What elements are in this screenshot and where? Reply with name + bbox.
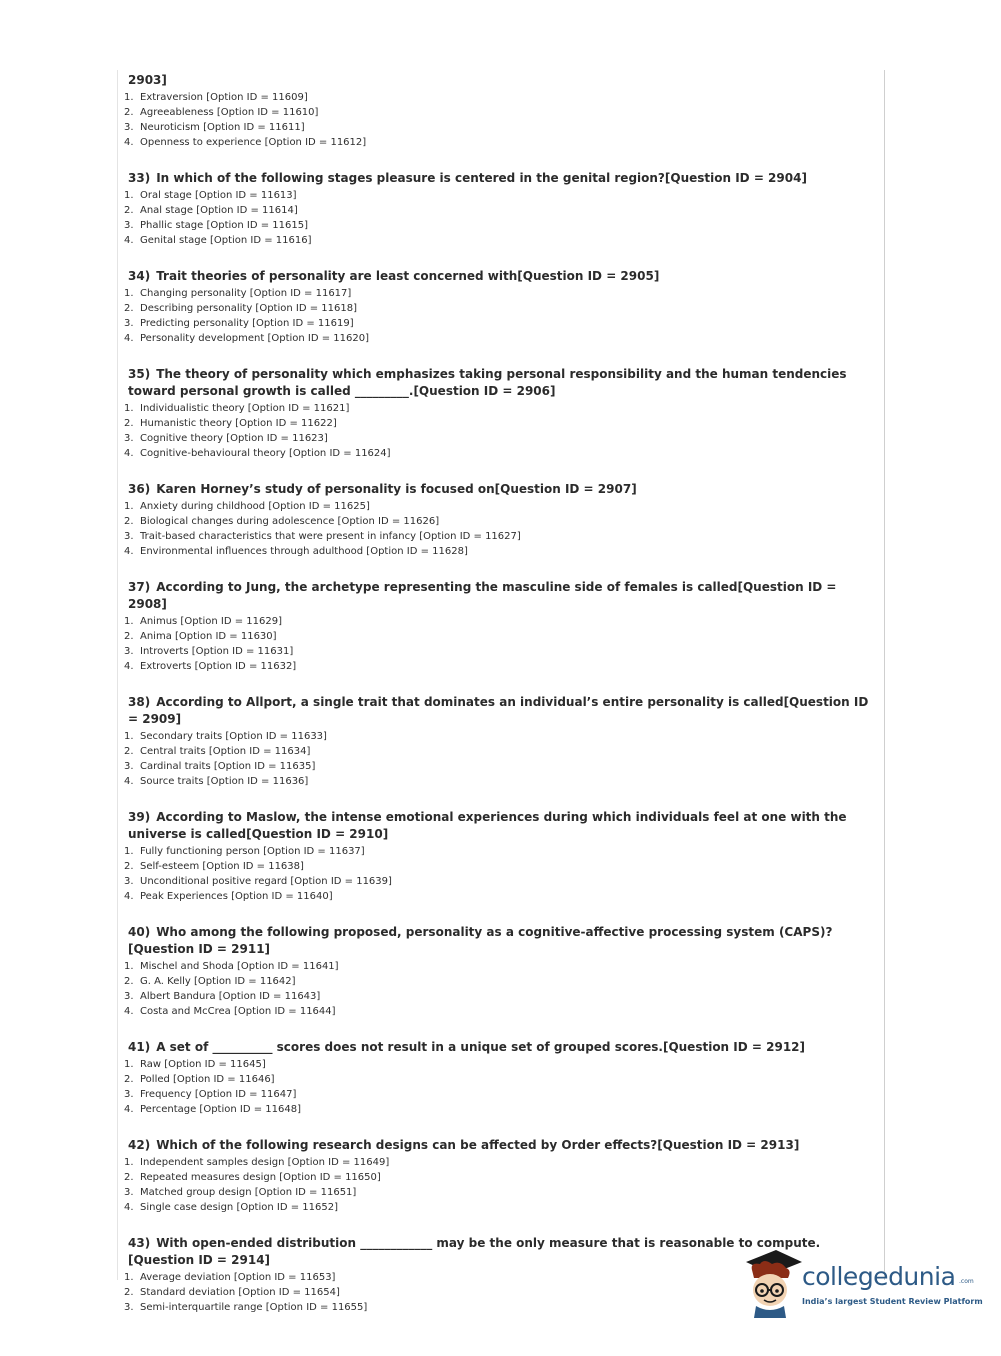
option-number: 4. xyxy=(124,546,134,557)
option-item xyxy=(124,729,872,744)
option-item xyxy=(124,1004,872,1019)
option-item xyxy=(124,889,872,904)
option-item xyxy=(124,859,872,874)
option-item xyxy=(124,416,872,431)
option-text: Costa and McCrea [Option ID = 11644] xyxy=(140,1006,336,1017)
option-item xyxy=(124,529,872,544)
question-stem: Who among the following proposed, personality as a cognitive-affective processing system (CAPS)?[Question ID = 2911] xyxy=(128,925,833,956)
option-item xyxy=(124,203,872,218)
mascot-icon xyxy=(742,1248,804,1320)
question-number: 33) xyxy=(128,171,151,185)
option-number: 1. xyxy=(124,403,134,414)
option-text: Animus [Option ID = 11629] xyxy=(140,616,282,627)
question-number: 38) xyxy=(128,695,151,709)
option-number: 1. xyxy=(124,1272,134,1283)
option-item xyxy=(124,989,872,1004)
option-number: 2. xyxy=(124,1287,134,1298)
option-item xyxy=(124,301,872,316)
question-text xyxy=(124,579,872,613)
option-number: 2. xyxy=(124,1074,134,1085)
question-block xyxy=(124,481,872,559)
option-item xyxy=(124,1155,872,1170)
option-text: Peak Experiences [Option ID = 11640] xyxy=(140,891,333,902)
logo-tagline: India’s largest Student Review Platform xyxy=(802,1297,983,1306)
option-item xyxy=(124,544,872,559)
option-text: Openness to experience [Option ID = 11612] xyxy=(140,137,367,148)
option-text: Personality development [Option ID = 11620] xyxy=(140,333,370,344)
option-text: Neuroticism [Option ID = 11611] xyxy=(140,122,305,133)
question-number: 37) xyxy=(128,580,151,594)
option-number: 1. xyxy=(124,961,134,972)
question-text xyxy=(124,1137,872,1154)
option-item xyxy=(124,874,872,889)
option-item xyxy=(124,774,872,789)
question-stem: A set of __________ scores does not result in a unique set of grouped scores.[Question ID = 2912] xyxy=(156,1040,805,1054)
option-item xyxy=(124,1057,872,1072)
option-number: 2. xyxy=(124,976,134,987)
question-text xyxy=(124,170,872,187)
option-text: Secondary traits [Option ID = 11633] xyxy=(140,731,327,742)
option-text: Changing personality [Option ID = 11617] xyxy=(140,288,352,299)
option-text: Raw [Option ID = 11645] xyxy=(140,1059,266,1070)
question-number: 40) xyxy=(128,925,151,939)
option-item xyxy=(124,744,872,759)
option-number: 2. xyxy=(124,418,134,429)
option-list xyxy=(124,844,872,904)
option-item xyxy=(124,120,872,135)
question-stem: Karen Horney’s study of personality is focused on[Question ID = 2907] xyxy=(156,482,637,496)
option-text: Describing personality [Option ID = 11618] xyxy=(140,303,357,314)
question-stem: Which of the following research designs can be affected by Order effects?[Question ID = 2913] xyxy=(156,1138,800,1152)
option-text: Extroverts [Option ID = 11632] xyxy=(140,661,297,672)
question-block xyxy=(124,366,872,461)
option-text: Average deviation [Option ID = 11653] xyxy=(140,1272,336,1283)
option-item xyxy=(124,959,872,974)
question-stem: According to Jung, the archetype representing the masculine side of females is called[Question ID = 2908] xyxy=(128,580,837,611)
option-text: Agreeableness [Option ID = 11610] xyxy=(140,107,319,118)
option-number: 4. xyxy=(124,235,134,246)
question-block xyxy=(124,72,872,150)
option-text: Single case design [Option ID = 11652] xyxy=(140,1202,338,1213)
option-number: 4. xyxy=(124,137,134,148)
logo-wordmark: collegedunia xyxy=(802,1262,956,1291)
option-text: Repeated measures design [Option ID = 11650] xyxy=(140,1172,381,1183)
question-block xyxy=(124,694,872,789)
question-number: 34) xyxy=(128,269,151,283)
option-number: 4. xyxy=(124,1202,134,1213)
option-item xyxy=(124,1072,872,1087)
option-item xyxy=(124,1102,872,1117)
left-margin-rule xyxy=(117,70,118,1280)
question-text xyxy=(124,694,872,728)
option-text: Anima [Option ID = 11630] xyxy=(140,631,277,642)
option-item xyxy=(124,644,872,659)
question-stem: The theory of personality which emphasizes taking personal responsibility and the human tendencies toward personal growth is called _________.[Question ID = 2906] xyxy=(128,367,847,398)
option-number: 2. xyxy=(124,516,134,527)
option-list xyxy=(124,729,872,789)
option-item xyxy=(124,233,872,248)
option-number: 4. xyxy=(124,776,134,787)
option-text: Fully functioning person [Option ID = 11637] xyxy=(140,846,365,857)
collegedunia-logo xyxy=(742,1248,983,1320)
option-text: Genital stage [Option ID = 11616] xyxy=(140,235,312,246)
question-stem: According to Allport, a single trait that dominates an individual’s entire personality is called[Question ID = 2909] xyxy=(128,695,869,726)
option-text: Biological changes during adolescence [Option ID = 11626] xyxy=(140,516,440,527)
option-text: Predicting personality [Option ID = 11619] xyxy=(140,318,354,329)
option-text: Individualistic theory [Option ID = 11621] xyxy=(140,403,350,414)
option-number: 3. xyxy=(124,531,134,542)
option-number: 1. xyxy=(124,731,134,742)
option-text: Semi-interquartile range [Option ID = 11655] xyxy=(140,1302,368,1313)
question-block xyxy=(124,924,872,1019)
option-number: 1. xyxy=(124,846,134,857)
option-text: Source traits [Option ID = 11636] xyxy=(140,776,309,787)
option-number: 4. xyxy=(124,1104,134,1115)
option-item xyxy=(124,614,872,629)
option-text: Anal stage [Option ID = 11614] xyxy=(140,205,298,216)
option-text: Independent samples design [Option ID = 11649] xyxy=(140,1157,390,1168)
option-item xyxy=(124,1170,872,1185)
option-number: 3. xyxy=(124,876,134,887)
option-number: 1. xyxy=(124,92,134,103)
option-item xyxy=(124,844,872,859)
option-list xyxy=(124,1155,872,1215)
option-item xyxy=(124,331,872,346)
option-text: Matched group design [Option ID = 11651] xyxy=(140,1187,357,1198)
option-item xyxy=(124,316,872,331)
option-text: Cardinal traits [Option ID = 11635] xyxy=(140,761,316,772)
option-text: Percentage [Option ID = 11648] xyxy=(140,1104,301,1115)
option-number: 3. xyxy=(124,761,134,772)
option-text: Cognitive-behavioural theory [Option ID = 11624] xyxy=(140,448,391,459)
option-item xyxy=(124,1200,872,1215)
option-text: Unconditional positive regard [Option ID = 11639] xyxy=(140,876,392,887)
option-item xyxy=(124,974,872,989)
question-number: 35) xyxy=(128,367,151,381)
option-number: 3. xyxy=(124,646,134,657)
option-text: Oral stage [Option ID = 11613] xyxy=(140,190,297,201)
question-number: 42) xyxy=(128,1138,151,1152)
option-text: Introverts [Option ID = 11631] xyxy=(140,646,294,657)
question-text xyxy=(124,481,872,498)
option-text: G. A. Kelly [Option ID = 11642] xyxy=(140,976,296,987)
question-text xyxy=(124,268,872,285)
option-item xyxy=(124,401,872,416)
option-number: 2. xyxy=(124,303,134,314)
option-text: Self-esteem [Option ID = 11638] xyxy=(140,861,304,872)
option-list xyxy=(124,499,872,559)
option-item xyxy=(124,499,872,514)
option-number: 3. xyxy=(124,220,134,231)
question-stem: With open-ended distribution ____________ may be the only measure that is reasonable to compute.[Question ID = 2914] xyxy=(128,1236,821,1267)
question-number: 39) xyxy=(128,810,151,824)
option-text: Extraversion [Option ID = 11609] xyxy=(140,92,308,103)
option-number: 2. xyxy=(124,746,134,757)
option-text: Phallic stage [Option ID = 11615] xyxy=(140,220,308,231)
option-number: 1. xyxy=(124,1059,134,1070)
question-stem: 2903] xyxy=(128,73,167,87)
option-number: 4. xyxy=(124,661,134,672)
option-number: 2. xyxy=(124,205,134,216)
question-number: 43) xyxy=(128,1236,151,1250)
option-number: 4. xyxy=(124,891,134,902)
option-number: 3. xyxy=(124,318,134,329)
option-item xyxy=(124,218,872,233)
option-number: 2. xyxy=(124,631,134,642)
option-number: 1. xyxy=(124,1157,134,1168)
question-text xyxy=(124,72,872,89)
option-number: 3. xyxy=(124,433,134,444)
option-number: 3. xyxy=(124,1302,134,1313)
logo-suffix: .com xyxy=(959,1278,974,1285)
option-item xyxy=(124,286,872,301)
option-text: Mischel and Shoda [Option ID = 11641] xyxy=(140,961,339,972)
option-item xyxy=(124,446,872,461)
question-block xyxy=(124,579,872,674)
option-item xyxy=(124,105,872,120)
option-item xyxy=(124,188,872,203)
option-item xyxy=(124,431,872,446)
option-item xyxy=(124,1185,872,1200)
option-number: 2. xyxy=(124,107,134,118)
option-number: 1. xyxy=(124,190,134,201)
option-number: 1. xyxy=(124,501,134,512)
option-text: Trait-based characteristics that were present in infancy [Option ID = 11627] xyxy=(140,531,521,542)
right-margin-rule xyxy=(884,70,885,1280)
question-block xyxy=(124,1039,872,1117)
question-block xyxy=(124,268,872,346)
option-number: 3. xyxy=(124,991,134,1002)
option-text: Polled [Option ID = 11646] xyxy=(140,1074,275,1085)
option-list xyxy=(124,286,872,346)
option-text: Albert Bandura [Option ID = 11643] xyxy=(140,991,321,1002)
question-stem: In which of the following stages pleasure is centered in the genital region?[Question ID = 2904] xyxy=(156,171,807,185)
option-text: Cognitive theory [Option ID = 11623] xyxy=(140,433,328,444)
question-block xyxy=(124,809,872,904)
option-number: 3. xyxy=(124,1089,134,1100)
option-number: 1. xyxy=(124,288,134,299)
option-list xyxy=(124,90,872,150)
option-list xyxy=(124,1057,872,1117)
option-list xyxy=(124,959,872,1019)
question-list xyxy=(124,72,872,1335)
option-item xyxy=(124,1087,872,1102)
question-stem: Trait theories of personality are least concerned with[Question ID = 2905] xyxy=(156,269,660,283)
option-text: Central traits [Option ID = 11634] xyxy=(140,746,311,757)
option-list xyxy=(124,614,872,674)
question-block xyxy=(124,170,872,248)
option-text: Frequency [Option ID = 11647] xyxy=(140,1089,297,1100)
question-number: 41) xyxy=(128,1040,151,1054)
option-item xyxy=(124,135,872,150)
option-number: 4. xyxy=(124,1006,134,1017)
question-text xyxy=(124,366,872,400)
option-list xyxy=(124,188,872,248)
option-number: 2. xyxy=(124,861,134,872)
option-item xyxy=(124,514,872,529)
option-item xyxy=(124,629,872,644)
question-text xyxy=(124,809,872,843)
question-block xyxy=(124,1137,872,1215)
option-item xyxy=(124,90,872,105)
option-number: 3. xyxy=(124,122,134,133)
question-text xyxy=(124,924,872,958)
option-item xyxy=(124,659,872,674)
question-stem: According to Maslow, the intense emotional experiences during which individuals feel at one with the universe is called[Question ID = 2910] xyxy=(128,810,847,841)
option-number: 1. xyxy=(124,616,134,627)
option-text: Anxiety during childhood [Option ID = 11625] xyxy=(140,501,370,512)
option-text: Standard deviation [Option ID = 11654] xyxy=(140,1287,340,1298)
option-list xyxy=(124,401,872,461)
option-text: Environmental influences through adulthood [Option ID = 11628] xyxy=(140,546,468,557)
option-number: 4. xyxy=(124,448,134,459)
option-number: 3. xyxy=(124,1187,134,1198)
question-number: 36) xyxy=(128,482,151,496)
option-number: 4. xyxy=(124,333,134,344)
option-item xyxy=(124,759,872,774)
option-text: Humanistic theory [Option ID = 11622] xyxy=(140,418,337,429)
option-number: 2. xyxy=(124,1172,134,1183)
question-text xyxy=(124,1039,872,1056)
